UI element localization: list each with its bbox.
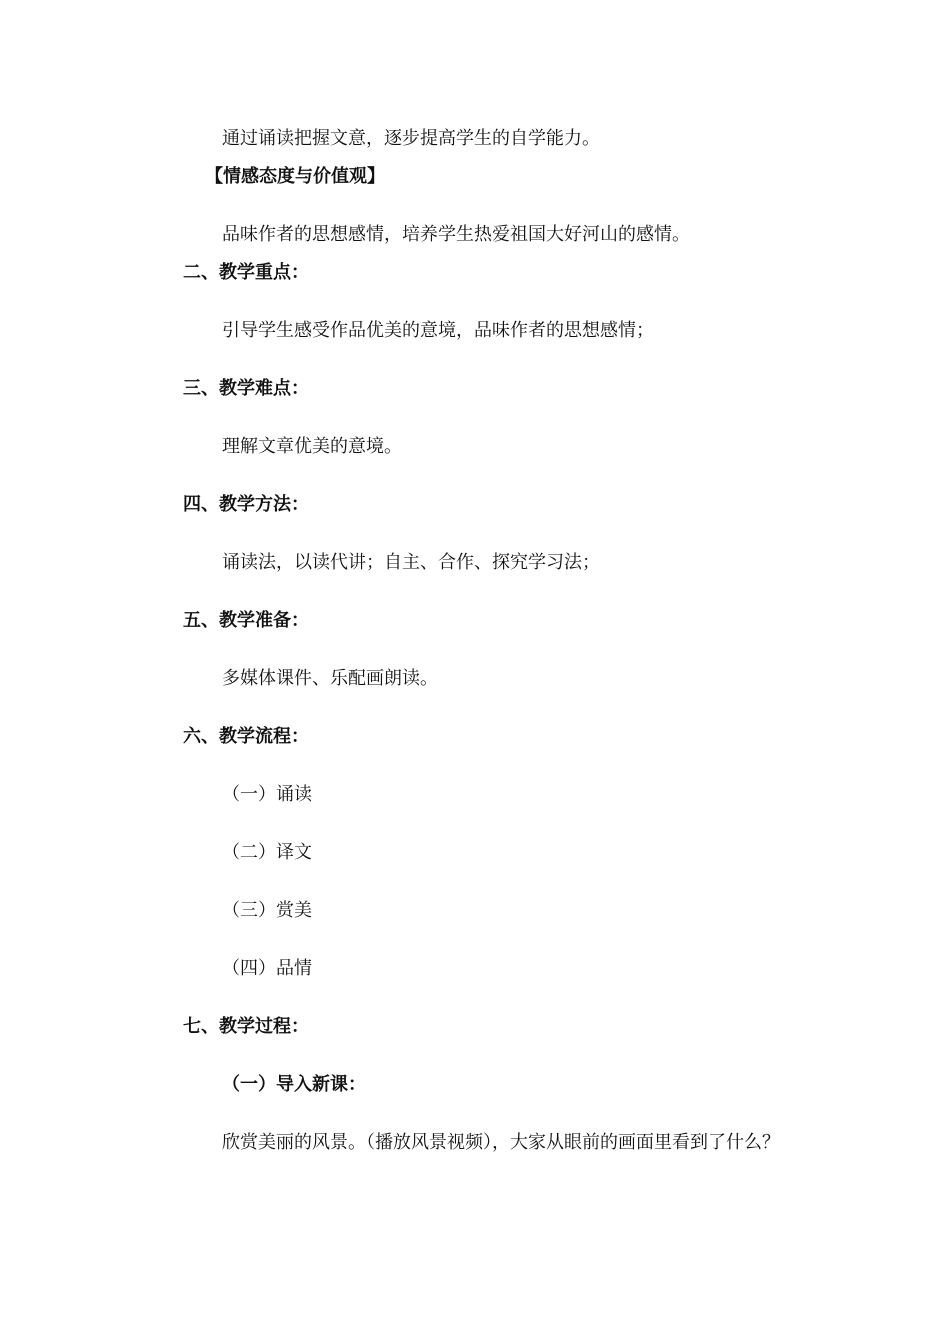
- paragraph-teaching-method: 诵读法，以读代讲；自主、合作、探究学习法；: [222, 552, 600, 573]
- heading-teaching-process: 七、教学过程：: [183, 1016, 309, 1037]
- heading-teaching-preparation: 五、教学准备：: [183, 610, 309, 631]
- paragraph-teaching-preparation: 多媒体课件、乐配画朗读。: [222, 668, 438, 689]
- paragraph-emotion-goal: 品味作者的思想感情，培养学生热爱祖国大好河山的感情。: [222, 224, 690, 245]
- paragraph-teaching-focus: 引导学生感受作品优美的意境，品味作者的思想感情；: [222, 320, 654, 341]
- paragraph-teaching-difficulty: 理解文章优美的意境。: [222, 436, 402, 457]
- heading-teaching-difficulty: 三、教学难点：: [183, 378, 309, 399]
- paragraph-introduction: 欣赏美丽的风景。（播放风景视频），大家从眼前的画面里看到了什么？: [222, 1132, 780, 1153]
- subheading-introduction: （一）导入新课：: [222, 1074, 366, 1095]
- heading-teaching-method: 四、教学方法：: [183, 494, 309, 515]
- heading-teaching-flow: 六、教学流程：: [183, 726, 309, 747]
- flow-item-recite: （一）诵读: [222, 784, 312, 805]
- flow-item-translate: （二）译文: [222, 842, 312, 863]
- flow-item-emotion: （四）品情: [222, 958, 312, 979]
- heading-emotion-values: 【情感态度与价值观】: [205, 166, 385, 187]
- heading-teaching-focus: 二、教学重点：: [183, 262, 309, 283]
- flow-item-appreciate: （三）赏美: [222, 900, 312, 921]
- paragraph-ability-goal: 通过诵读把握文意，逐步提高学生的自学能力。: [222, 128, 600, 149]
